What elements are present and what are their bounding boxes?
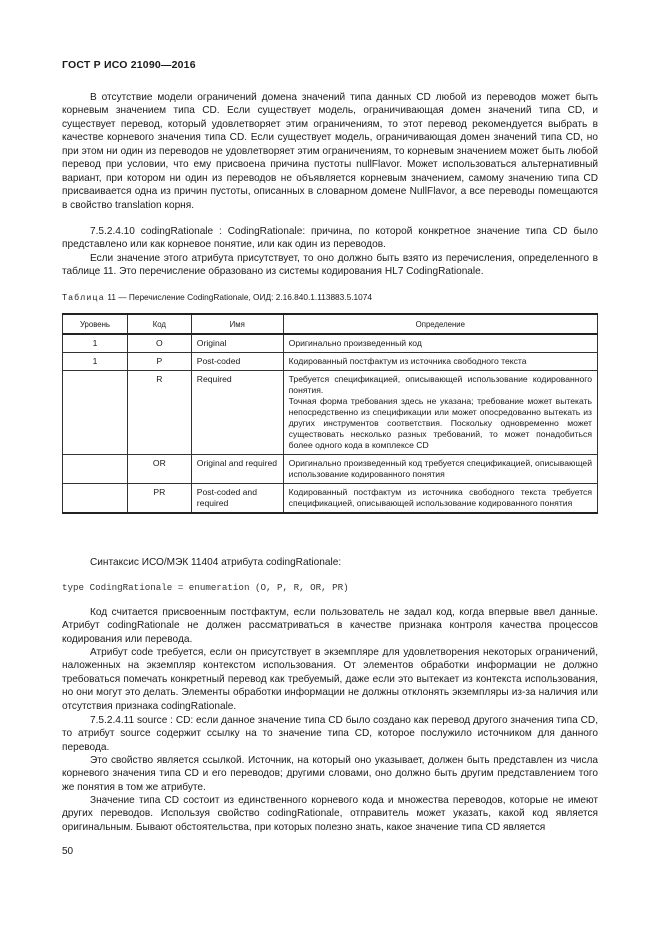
cell-definition: [283, 371, 597, 455]
table-row: [63, 455, 598, 484]
cell-name: Original and required: [191, 455, 283, 484]
cell-code: P: [127, 353, 191, 371]
coding-rationale-table: [62, 313, 598, 514]
table-header-row: [63, 314, 598, 334]
cell-code: O: [127, 334, 191, 353]
cell-definition: Кодированный постфактум из источника свободного текста требуется спецификацией, описывающей использование кодированного понятия: [283, 484, 597, 514]
cell-definition: Оригинально произведенный код: [283, 334, 597, 353]
cell-code: R: [127, 371, 191, 455]
paragraph-reference: Это свойство является ссылкой. Источник, на который оно указывает, должен быть представлен из числа корневого значения типа CD и его переводов; другими словами, оно должно быть другим представлением того же понятия в том же атрибуте.: [62, 755, 598, 793]
header-definition: Определение: [283, 314, 597, 334]
page-number: 50: [62, 846, 74, 857]
table-caption: [62, 292, 372, 302]
table-row: [63, 371, 598, 455]
table-row: [63, 353, 598, 371]
paragraph-root-value: В отсутствие модели ограничений домена значений типа данных CD любой из переводов может быть корневым значением типа CD. Если существует модель, ограничивающая домен значений типа CD, и существует перевод, который удовлетворяет этим ограничениям, то этот перевод рекомендуется выбрать в качестве корневого значения типа CD. Если существует модель, ограничивающая домен значений типа CD, но при этом ни один из переводов не удовлетворяет этим ограничениям, то корневым значением может быть любой перевод при условии, что ему присвоена причина пустоты nullFlavor. Может использоваться альтернативный вариант, при котором ни один из переводов не объявляется корневым значением, самому значению типа CD присваивается одна из причин пустоты, описанных в словарном домене NullFlavor, а все переводы помещаются в свойство translation корня.: [62, 92, 598, 211]
paragraph-cd-structure: Значение типа CD состоит из единственного корневого кода и множества переводов, которые не имеют других переводов. Используя свойство codingRationale, отправитель может указать, какой код является оригинальным. Бывают обстоятельства, при которых полезно знать, какое значение типа CD является: [62, 795, 598, 833]
syntax-code-block: type CodingRationale = enumeration (O, P, R, OR, PR): [62, 582, 349, 593]
cell-name: Post-coded and required: [191, 484, 283, 514]
cell-definition: Кодированный постфактум из источника свободного текста: [283, 353, 597, 371]
header-name: Имя: [191, 314, 283, 334]
header-level: Уровень: [63, 314, 128, 334]
cell-definition: Оригинально произведенный код требуется спецификацией, описывающей использование кодированного понятия: [283, 455, 597, 484]
definition-note: Точная форма требования здесь не указана; требование может вытекать непосредственно из спецификации или может опосредованно вытекать из других инструментов соответствия. Поскольку одновременно может существовать несколько разных требований, то может понадобиться более одного кода в комплексе CD: [288, 396, 592, 450]
cell-level: 1: [63, 334, 128, 353]
definition-main: Требуется спецификацией, описывающей использование кодированного понятия.: [288, 374, 592, 395]
paragraph-postcoded: Код считается присвоенным постфактум, если пользователь не задал код, когда впервые ввел данные. Атрибут codingRationale не должен рассматриваться в качестве признака контроля качества процессов кодирования или перевода.: [62, 607, 598, 645]
cell-code: OR: [127, 455, 191, 484]
document-header: ГОСТ Р ИСО 21090—2016: [62, 59, 196, 71]
header-code: Код: [127, 314, 191, 334]
cell-level: [63, 455, 128, 484]
cell-level: [63, 371, 128, 455]
table-row: [63, 334, 598, 353]
table-caption-prefix: Таблица: [62, 292, 106, 302]
cell-level: [63, 484, 128, 514]
paragraph-enumeration-ref: Если значение этого атрибута присутствует, то оно должно быть взято из перечисления, определенного в таблице 11. Это перечисление образовано из системы кодирования HL7 CodingRationale.: [62, 253, 598, 278]
cell-name: Original: [191, 334, 283, 353]
paragraph-code-required: Атрибут code требуется, если он присутствует в экземпляре для удовлетворения некоторых ограничений, наложенных на экземпляр контекстом использования. От элементов обработки информации не должно требоваться помечать конкретный перевод как требуемый, даже если это вытекает из контекста использования, но они могут это делать. Элементы обработки информации не должны отклонять экземпляры из-за наличия или отсутствия признака codingRationale.: [62, 647, 598, 712]
cell-name: Post-coded: [191, 353, 283, 371]
paragraph-coding-rationale: 7.5.2.4.10 codingRationale : CodingRationale: причина, по которой конкретное значение типа CD было представлено или как корневое понятие, или как один из переводов.: [62, 226, 598, 251]
table-caption-text: 11 — Перечисление CodingRationale, ОИД: 2.16.840.1.113883.5.1074: [107, 292, 372, 302]
cell-code: PR: [127, 484, 191, 514]
cell-level: 1: [63, 353, 128, 371]
table-row: [63, 484, 598, 514]
cell-name: Required: [191, 371, 283, 455]
syntax-intro: Синтаксис ИСО/МЭК 11404 атрибута codingRationale:: [90, 557, 342, 568]
paragraph-source: 7.5.2.4.11 source : CD: если данное значение типа CD было создано как перевод другого значения типа CD, то атрибут source содержит ссылку на то значение типа CD, которое послужило источником для данного перевода.: [62, 715, 598, 753]
